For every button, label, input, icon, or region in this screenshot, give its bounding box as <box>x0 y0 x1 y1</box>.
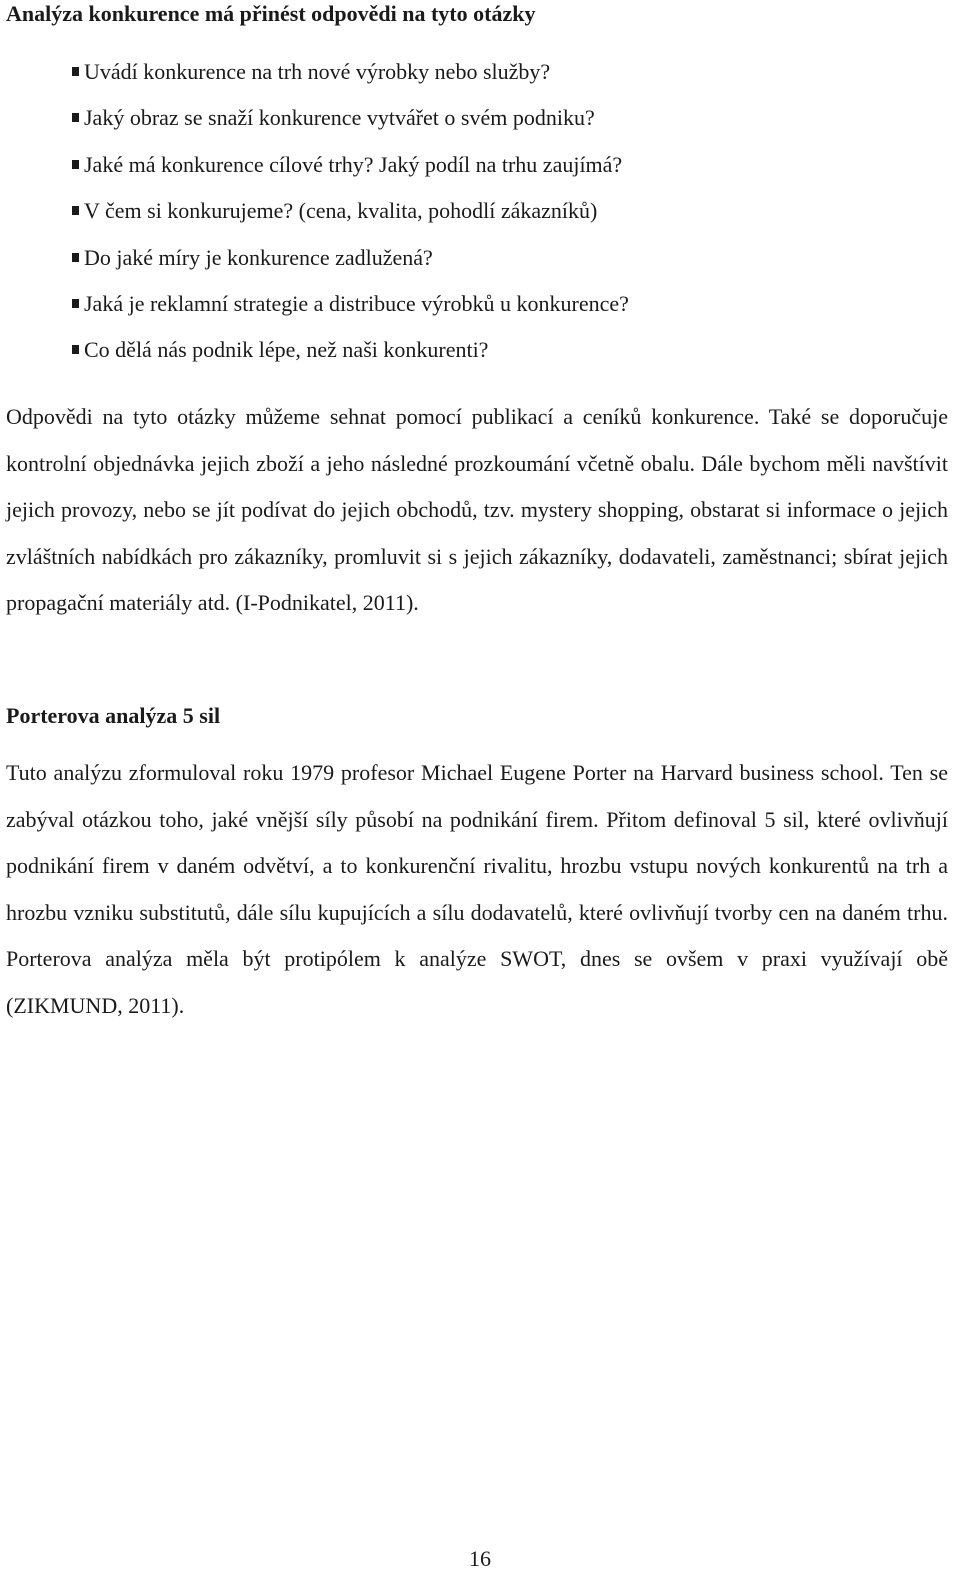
square-bullet-icon <box>72 299 79 308</box>
square-bullet-icon <box>72 67 79 76</box>
square-bullet-icon <box>72 345 79 354</box>
list-item <box>0 56 960 102</box>
list-item <box>0 149 960 195</box>
section-heading-competition: Analýza konkurence má přinést odpovědi na tyto otázky <box>6 1 536 26</box>
list-item-text: Do jaké míry je konkurence zadlužená? <box>84 244 433 270</box>
square-bullet-icon <box>72 206 79 215</box>
competition-paragraph: Odpovědi na tyto otázky můžeme sehnat pomocí publikací a ceníků konkurence. Také se doporučuje kontrolní objednávka jejich zboží a jeho následné prozkoumání včetně obalu. Dále bychom měli navštívit jejich provozy, nebo se jít podívat do jejich obchodů, tzv. mystery shopping, obstarat si informace o jejich zvláštních nabídkách pro zákazníky, promluvit si s jejich zákazníky, dodavateli, zaměstnanci; sbírat jejich propagační materiály atd. (I-Podnikatel, 2011). <box>6 404 948 615</box>
list-item-text: V čem si konkurujeme? (cena, kvalita, pohodlí zákazníků) <box>84 198 598 224</box>
list-item-text: Jaké má konkurence cílové trhy? Jaký podíl na trhu zaujímá? <box>84 151 623 177</box>
page-number: 16 <box>469 1546 491 1571</box>
list-item-text: Jaká je reklamní strategie a distribuce výrobků u konkurence? <box>84 290 629 316</box>
section-heading-porter: Porterova analýza 5 sil <box>6 703 221 728</box>
list-item <box>0 195 960 241</box>
square-bullet-icon <box>72 113 79 122</box>
list-item <box>0 334 960 380</box>
square-bullet-icon <box>72 160 79 169</box>
list-item-text: Jaký obraz se snaží konkurence vytvářet o svém podniku? <box>84 105 595 131</box>
list-item-text: Co dělá nás podnik lépe, než naši konkurenti? <box>84 337 489 363</box>
question-list <box>0 56 960 381</box>
list-item <box>0 102 960 148</box>
list-item <box>0 242 960 288</box>
list-item-text: Uvádí konkurence na trh nové výrobky nebo služby? <box>84 59 551 84</box>
porter-paragraph: Tuto analýzu zformuloval roku 1979 profesor Michael Eugene Porter na Harvard business school. Ten se zabýval otázkou toho, jaké vnější síly působí na podnikání firem. Přitom definoval 5 sil, které ovlivňují podnikání firem v daném odvětví, a to konkurenční rivalitu, hrozbu vstupu nových konkurentů na trh a hrozbu vzniku substitutů, dále sílu kupujících a sílu dodavatelů, které ovlivňují tvorby cen na daném trhu. Porterova analýza měla být protipólem k analýze SWOT, dnes se ovšem v praxi využívají obě (ZIKMUND, 2011). <box>6 760 948 1018</box>
square-bullet-icon <box>72 253 79 262</box>
list-item <box>0 288 960 334</box>
